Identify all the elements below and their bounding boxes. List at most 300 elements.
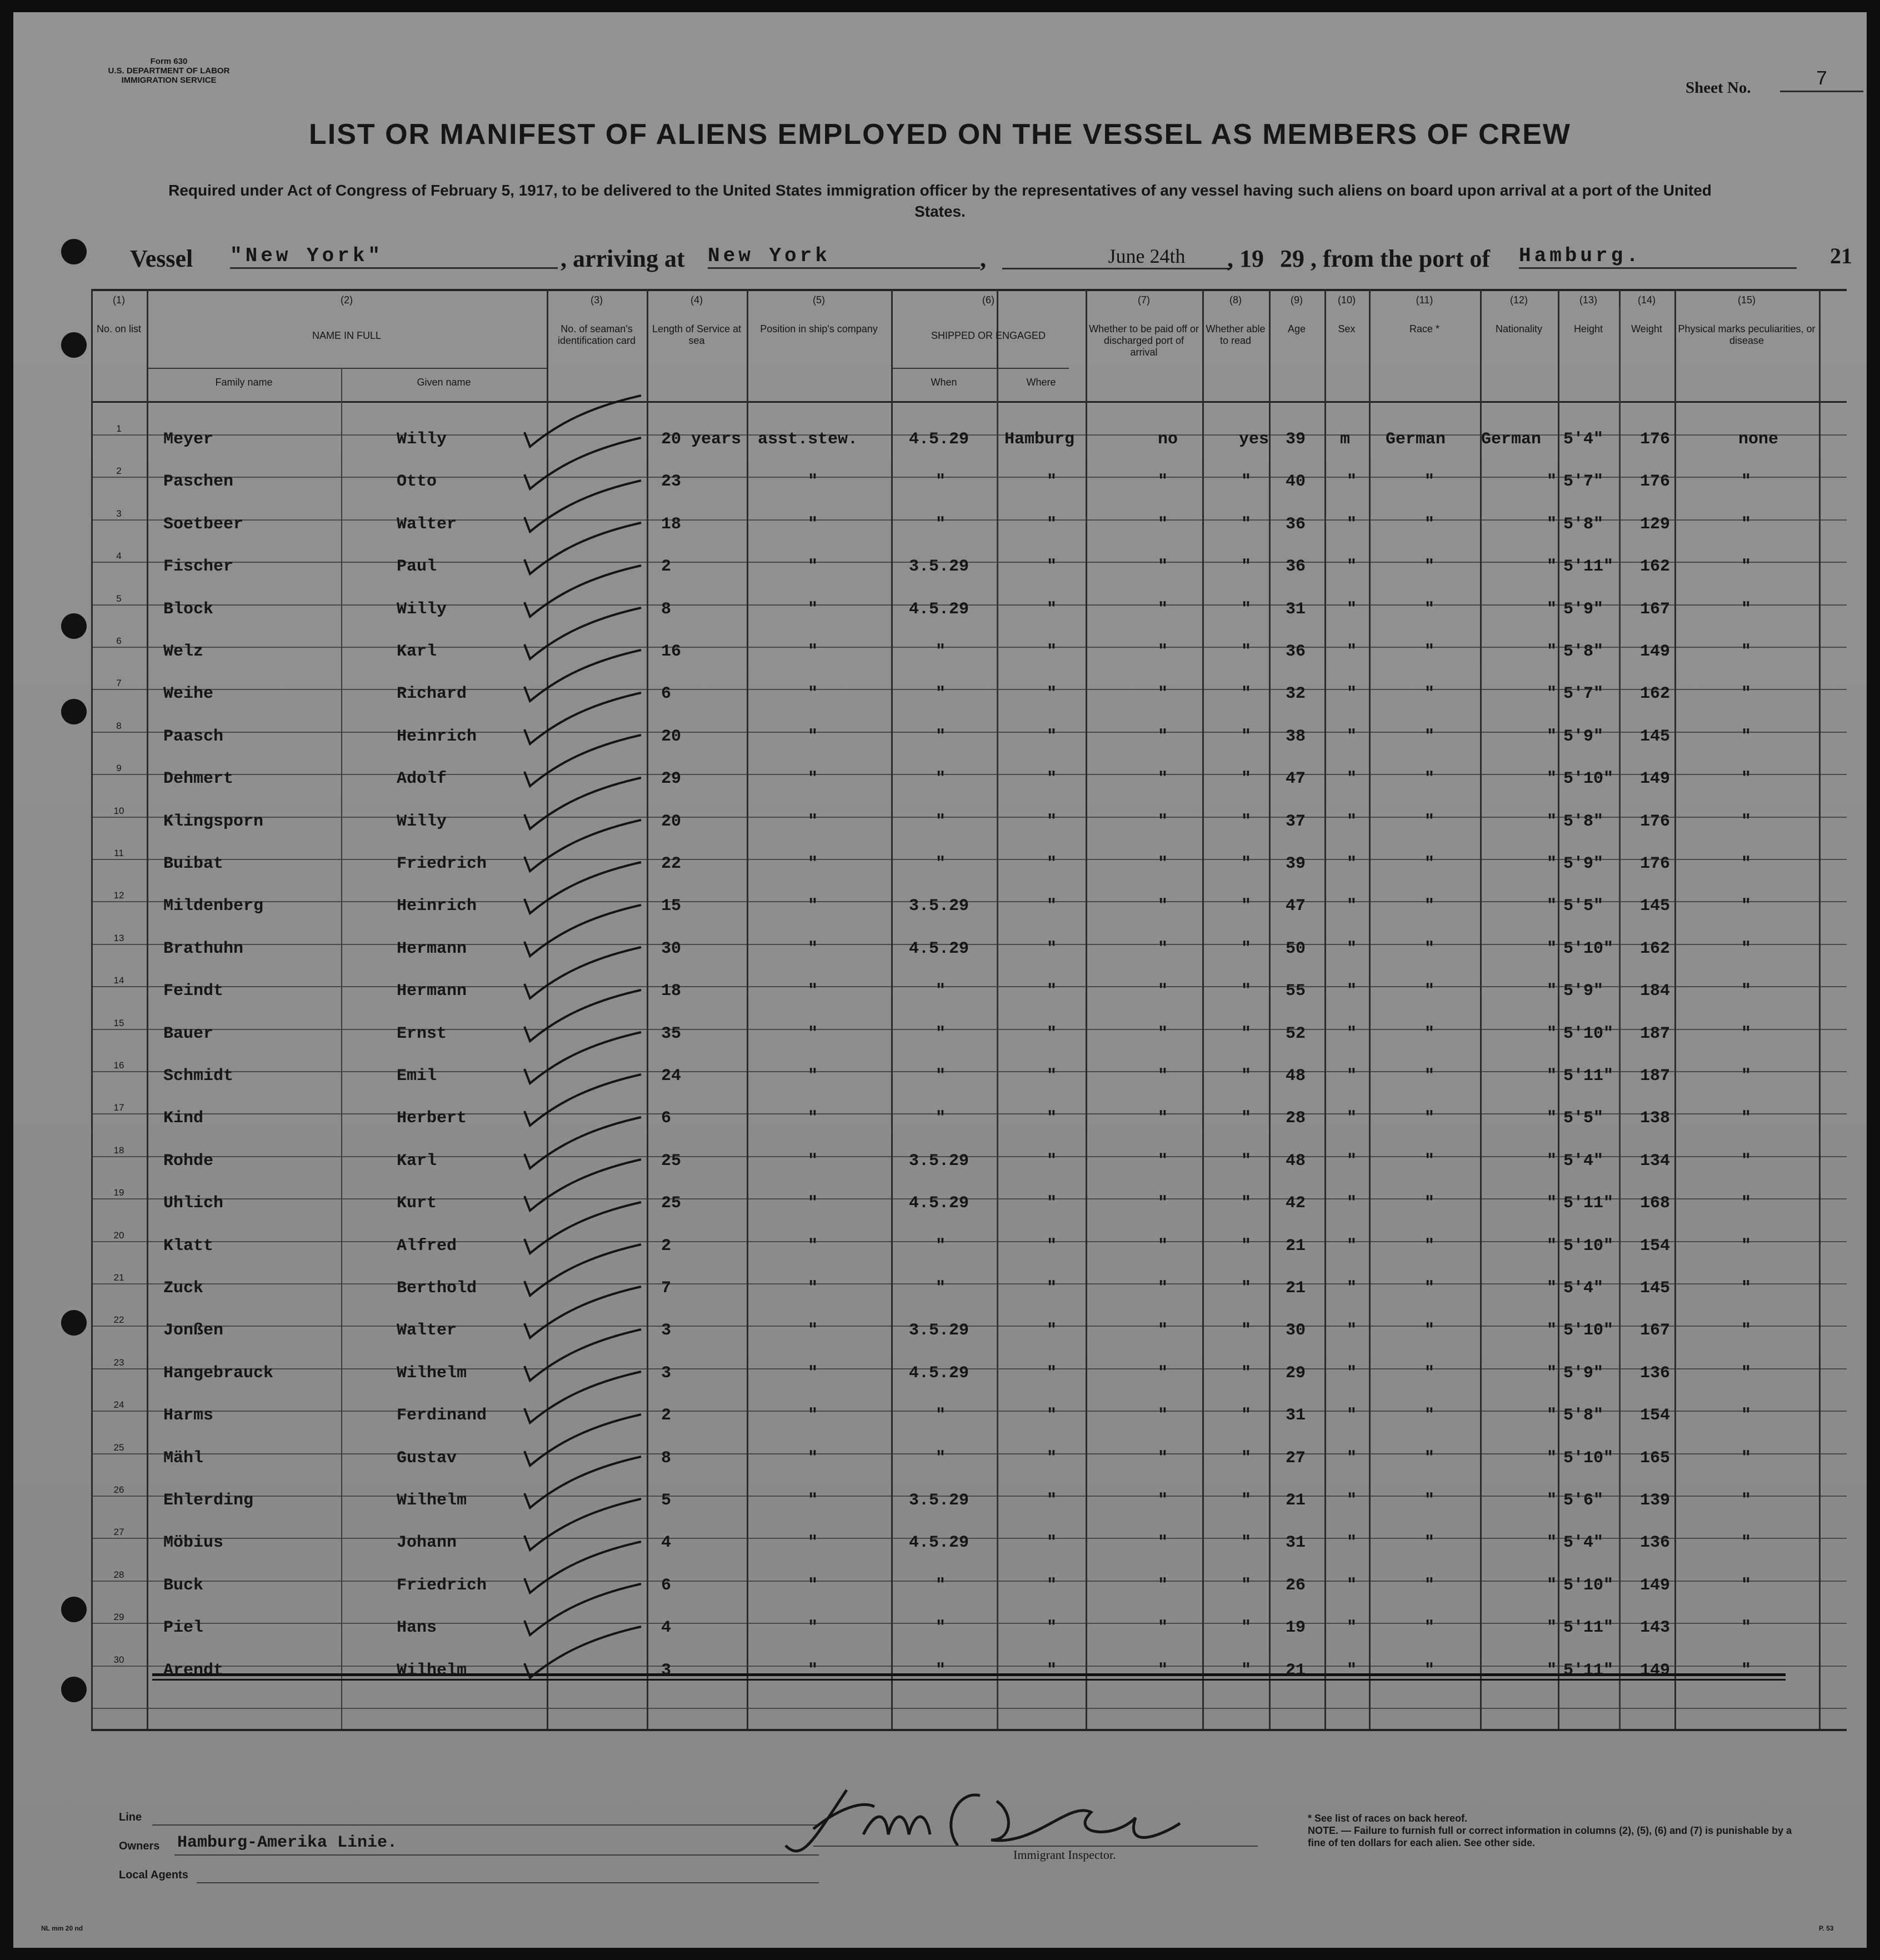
race-ditto: " xyxy=(1424,684,1435,703)
sex-ditto: " xyxy=(1347,642,1357,661)
family-name: Rohde xyxy=(163,1152,214,1171)
shipped-where-ditto: " xyxy=(1047,727,1057,746)
height: 5'10" xyxy=(1563,1237,1614,1256)
height: 5'6" xyxy=(1563,1491,1604,1510)
race-ditto: " xyxy=(1424,1067,1435,1086)
sheet-number: 7 xyxy=(1780,68,1863,92)
column-label: Physical marks peculiarities, or disease xyxy=(1678,323,1816,346)
height: 5'8" xyxy=(1563,1406,1604,1425)
inspector-label: Immigrant Inspector. xyxy=(1013,1848,1116,1862)
family-name: Feindt xyxy=(163,982,224,1001)
height: 5'8" xyxy=(1563,642,1604,661)
able-to-read-ditto: " xyxy=(1241,472,1252,491)
race-ditto: " xyxy=(1424,1533,1435,1552)
nationality-ditto: " xyxy=(1547,854,1557,873)
shipped-where-ditto: " xyxy=(1047,1109,1057,1128)
nationality-ditto: " xyxy=(1547,1406,1557,1425)
length-of-service: 23 xyxy=(661,472,682,491)
physical-marks-ditto: " xyxy=(1741,939,1752,958)
physical-marks-ditto: " xyxy=(1741,1661,1752,1680)
shipped-when-ditto: " xyxy=(936,1067,946,1086)
column-label: Position in ship's company xyxy=(760,323,878,334)
check-mark xyxy=(524,608,641,659)
given-name: Gustav xyxy=(397,1449,457,1468)
paid-off-ditto: " xyxy=(1158,1533,1168,1552)
age: 36 xyxy=(1286,557,1306,576)
race: German xyxy=(1386,430,1446,449)
note-label: NOTE. xyxy=(1308,1825,1339,1836)
physical-marks-ditto: " xyxy=(1741,1533,1752,1552)
column-sublabel: Family name xyxy=(215,377,273,388)
row-number: 8 xyxy=(116,721,122,731)
family-name: Ehlerding xyxy=(163,1491,254,1510)
column-number: (7) xyxy=(1138,294,1150,306)
shipped-when: 4.5.29 xyxy=(909,1364,969,1383)
height: 5'9" xyxy=(1563,982,1604,1001)
length-of-service: 4 xyxy=(661,1618,672,1637)
row-number: 22 xyxy=(113,1314,124,1325)
race-ditto: " xyxy=(1424,1618,1435,1637)
row-number: 20 xyxy=(113,1230,124,1241)
sex-ditto: " xyxy=(1347,854,1357,873)
family-name: Welz xyxy=(163,642,204,661)
shipped-when-ditto: " xyxy=(936,1024,946,1043)
race-ditto: " xyxy=(1424,769,1435,788)
sex-ditto: " xyxy=(1347,812,1357,831)
position-ditto: " xyxy=(808,1449,818,1468)
row-number: 16 xyxy=(113,1060,124,1071)
margin-mark: 21 xyxy=(1830,243,1852,268)
column-number: (15) xyxy=(1737,294,1756,306)
able-to-read-ditto: " xyxy=(1241,1533,1252,1552)
row-number: 12 xyxy=(113,890,124,901)
shipped-when-ditto: " xyxy=(936,854,946,873)
height: 5'11" xyxy=(1563,1194,1614,1213)
physical-marks-ditto: " xyxy=(1741,515,1752,534)
position-ditto: " xyxy=(808,769,818,788)
weight: 143 xyxy=(1640,1618,1671,1637)
column-label: Race * xyxy=(1409,323,1440,334)
given-name: Heinrich xyxy=(397,727,477,746)
position-ditto: " xyxy=(808,557,818,576)
weight: 162 xyxy=(1640,684,1671,703)
age: 42 xyxy=(1286,1194,1306,1213)
height: 5'11" xyxy=(1563,557,1614,576)
position-ditto: " xyxy=(808,1661,818,1680)
length-of-service: 7 xyxy=(661,1279,672,1298)
physical-marks: none xyxy=(1738,430,1779,449)
age: 31 xyxy=(1286,1406,1306,1425)
able-to-read-ditto: " xyxy=(1241,1364,1252,1383)
column-number: (10) xyxy=(1337,294,1356,306)
position-ditto: " xyxy=(808,1533,818,1552)
height: 5'10" xyxy=(1563,1024,1614,1043)
physical-marks-ditto: " xyxy=(1741,982,1752,1001)
paid-off-ditto: " xyxy=(1158,854,1168,873)
length-of-service: 25 xyxy=(661,1194,682,1213)
nationality-ditto: " xyxy=(1547,1194,1557,1213)
able-to-read-ditto: " xyxy=(1241,1279,1252,1298)
length-of-service: 3 xyxy=(661,1321,672,1340)
position-ditto: " xyxy=(808,1109,818,1128)
weight: 145 xyxy=(1640,727,1671,746)
family-name: Paschen xyxy=(163,472,234,491)
row-number: 29 xyxy=(113,1612,124,1622)
sex-ditto: " xyxy=(1347,897,1357,916)
height: 5'8" xyxy=(1563,515,1604,534)
family-name: Fischer xyxy=(163,557,234,576)
arrival-date: June 24th xyxy=(1002,244,1230,269)
sex-ditto: " xyxy=(1347,515,1357,534)
length-of-service: 6 xyxy=(661,1109,672,1128)
weight: 138 xyxy=(1640,1109,1671,1128)
service-name: IMMIGRATION SERVICE xyxy=(121,76,217,85)
nationality-ditto: " xyxy=(1547,1067,1557,1086)
nationality-ditto: " xyxy=(1547,1024,1557,1043)
check-mark xyxy=(524,438,641,489)
shipped-when-ditto: " xyxy=(936,684,946,703)
row-number: 21 xyxy=(113,1272,124,1283)
length-of-service: 2 xyxy=(661,1406,672,1425)
shipped-where-ditto: " xyxy=(1047,769,1057,788)
able-to-read-ditto: " xyxy=(1241,642,1252,661)
weight: 165 xyxy=(1640,1449,1671,1468)
owners-value: Hamburg-Amerika Linie. xyxy=(177,1833,398,1852)
height: 5'4" xyxy=(1563,1279,1604,1298)
from-port-label: , from the port of xyxy=(1311,245,1490,272)
age: 37 xyxy=(1286,812,1306,831)
given-name: Karl xyxy=(397,642,437,661)
year-prefix: , 19 xyxy=(1227,245,1264,272)
family-name: Mildenberg xyxy=(163,897,264,916)
sex-ditto: " xyxy=(1347,472,1357,491)
shipped-where-ditto: " xyxy=(1047,897,1057,916)
physical-marks-ditto: " xyxy=(1741,1194,1752,1213)
sex-ditto: " xyxy=(1347,1576,1357,1595)
able-to-read-ditto: " xyxy=(1241,854,1252,873)
sex-ditto: " xyxy=(1347,600,1357,619)
age: 36 xyxy=(1286,515,1306,534)
nationality-ditto: " xyxy=(1547,1279,1557,1298)
nationality-ditto: " xyxy=(1547,812,1557,831)
paid-off-ditto: " xyxy=(1158,769,1168,788)
shipped-when-ditto: " xyxy=(936,1661,946,1680)
shipped-where-ditto: " xyxy=(1047,1406,1057,1425)
check-mark xyxy=(524,1542,641,1593)
family-name: Jonßen xyxy=(163,1321,224,1340)
check-mark xyxy=(524,1074,641,1126)
given-name: Kurt xyxy=(397,1194,437,1213)
paid-off-ditto: " xyxy=(1158,1406,1168,1425)
sex-ditto: " xyxy=(1347,1406,1357,1425)
row-number: 18 xyxy=(113,1145,124,1156)
check-mark xyxy=(524,778,641,829)
weight: 168 xyxy=(1640,1194,1671,1213)
row-number: 25 xyxy=(113,1442,124,1453)
departure-port: Hamburg. xyxy=(1519,244,1797,269)
family-name: Mähl xyxy=(163,1449,204,1468)
position-ditto: " xyxy=(808,1406,818,1425)
paid-off-ditto: " xyxy=(1158,1364,1168,1383)
arrival-port: New York xyxy=(708,244,980,269)
able-to-read-ditto: " xyxy=(1241,769,1252,788)
row-number: 17 xyxy=(113,1102,124,1113)
paid-off-ditto: " xyxy=(1158,1279,1168,1298)
shipped-when: 3.5.29 xyxy=(909,897,969,916)
check-mark xyxy=(524,1584,641,1635)
column-number: (6) xyxy=(982,294,994,306)
age: 31 xyxy=(1286,1533,1306,1552)
given-name: Wilhelm xyxy=(397,1364,467,1383)
check-mark xyxy=(524,650,641,701)
physical-marks-ditto: " xyxy=(1741,812,1752,831)
sex-ditto: " xyxy=(1347,769,1357,788)
race-ditto: " xyxy=(1424,1449,1435,1468)
height: 5'4" xyxy=(1563,1533,1604,1552)
check-mark xyxy=(524,1032,641,1083)
page-title: LIST OR MANIFEST OF ALIENS EMPLOYED ON THE VESSEL AS MEMBERS OF CREW xyxy=(309,118,1571,151)
shipped-where-ditto: " xyxy=(1047,1194,1057,1213)
weight: 167 xyxy=(1640,600,1671,619)
shipped-when-ditto: " xyxy=(936,769,946,788)
given-name: Wilhelm xyxy=(397,1491,467,1510)
paid-off-ditto: " xyxy=(1158,1449,1168,1468)
shipped-where-ditto: " xyxy=(1047,1237,1057,1256)
sex-ditto: " xyxy=(1347,684,1357,703)
given-name: Herbert xyxy=(397,1109,467,1128)
paid-off-ditto: " xyxy=(1158,1109,1168,1128)
age: 21 xyxy=(1286,1279,1306,1298)
paid-off-ditto: " xyxy=(1158,1152,1168,1171)
shipped-where-ditto: " xyxy=(1047,1491,1057,1510)
row-number: 24 xyxy=(113,1399,124,1410)
length-of-service: 8 xyxy=(661,1449,672,1468)
height: 5'4" xyxy=(1563,430,1604,449)
position-ditto: " xyxy=(808,939,818,958)
inspector-signature xyxy=(780,1779,1202,1868)
physical-marks-ditto: " xyxy=(1741,1024,1752,1043)
shipped-where-ditto: " xyxy=(1047,515,1057,534)
shipped-where-ditto: " xyxy=(1047,1024,1057,1043)
position-ditto: " xyxy=(808,1491,818,1510)
height: 5'7" xyxy=(1563,684,1604,703)
row-number: 3 xyxy=(116,508,122,519)
given-name: Ferdinand xyxy=(397,1406,487,1425)
height: 5'8" xyxy=(1563,812,1604,831)
owners-label: Owners xyxy=(119,1840,160,1852)
physical-marks-ditto: " xyxy=(1741,1406,1752,1425)
check-mark xyxy=(524,1499,641,1550)
weight: 149 xyxy=(1640,1661,1671,1680)
sex-ditto: " xyxy=(1347,727,1357,746)
race-ditto: " xyxy=(1424,1321,1435,1340)
given-name: Berthold xyxy=(397,1279,477,1298)
height: 5'10" xyxy=(1563,1321,1614,1340)
column-number: (12) xyxy=(1509,294,1528,306)
length-of-service: 2 xyxy=(661,557,672,576)
position-ditto: " xyxy=(808,600,818,619)
age: 48 xyxy=(1286,1152,1306,1171)
shipped-when: 4.5.29 xyxy=(909,939,969,958)
height: 5'9" xyxy=(1563,727,1604,746)
check-mark xyxy=(524,820,641,871)
column-label: SHIPPED OR ENGAGED xyxy=(931,330,1046,341)
race-ditto: " xyxy=(1424,1661,1435,1680)
check-mark xyxy=(524,1202,641,1253)
able-to-read-ditto: " xyxy=(1241,1491,1252,1510)
sex-ditto: " xyxy=(1347,1152,1357,1171)
physical-marks-ditto: " xyxy=(1741,1109,1752,1128)
nationality-ditto: " xyxy=(1547,1661,1557,1680)
local-agents-label: Local Agents xyxy=(119,1869,188,1881)
nationality-ditto: " xyxy=(1547,1576,1557,1595)
row-number: 5 xyxy=(116,593,122,604)
able-to-read-ditto: " xyxy=(1241,1067,1252,1086)
nationality-ditto: " xyxy=(1547,1321,1557,1340)
sex-ditto: " xyxy=(1347,1364,1357,1383)
row-number: 7 xyxy=(116,678,122,688)
family-name: Piel xyxy=(163,1618,204,1637)
weight: 184 xyxy=(1640,982,1671,1001)
weight: 136 xyxy=(1640,1364,1671,1383)
shipped-when-ditto: " xyxy=(936,1279,946,1298)
given-name: Alfred xyxy=(397,1237,457,1256)
race-ditto: " xyxy=(1424,727,1435,746)
age: 47 xyxy=(1286,897,1306,916)
age: 26 xyxy=(1286,1576,1306,1595)
shipped-where-ditto: " xyxy=(1047,939,1057,958)
age: 36 xyxy=(1286,642,1306,661)
age: 52 xyxy=(1286,1024,1306,1043)
age: 32 xyxy=(1286,684,1306,703)
family-name: Brathuhn xyxy=(163,939,244,958)
length-of-service: 4 xyxy=(661,1533,672,1552)
arriving-label: , arriving at xyxy=(561,245,685,272)
nationality-ditto: " xyxy=(1547,727,1557,746)
sex-ditto: " xyxy=(1347,1533,1357,1552)
physical-marks-ditto: " xyxy=(1741,1321,1752,1340)
height: 5'10" xyxy=(1563,769,1614,788)
able-to-read-ditto: " xyxy=(1241,1237,1252,1256)
sex-ditto: " xyxy=(1347,1618,1357,1637)
shipped-where-ditto: " xyxy=(1047,557,1057,576)
paid-off-ditto: " xyxy=(1158,982,1168,1001)
row-number: 15 xyxy=(113,1018,124,1028)
length-of-service: 25 xyxy=(661,1152,682,1171)
weight: 149 xyxy=(1640,642,1671,661)
position: asst.stew. xyxy=(758,430,858,449)
height: 5'5" xyxy=(1563,897,1604,916)
nationality-ditto: " xyxy=(1547,1109,1557,1128)
row-number: 6 xyxy=(116,636,122,646)
row-number: 19 xyxy=(113,1187,124,1198)
given-name: Walter xyxy=(397,515,457,534)
age: 19 xyxy=(1286,1618,1306,1637)
check-mark xyxy=(524,1244,641,1296)
position-ditto: " xyxy=(808,1576,818,1595)
shipped-when: 4.5.29 xyxy=(909,430,969,449)
column-number: (11) xyxy=(1416,294,1433,306)
paid-off-ditto: " xyxy=(1158,1024,1168,1043)
race-ditto: " xyxy=(1424,1491,1435,1510)
given-name: Otto xyxy=(397,472,437,491)
sex-ditto: " xyxy=(1347,1067,1357,1086)
given-name: Willy xyxy=(397,600,447,619)
able-to-read-ditto: " xyxy=(1241,812,1252,831)
physical-marks-ditto: " xyxy=(1741,1364,1752,1383)
family-name: Harms xyxy=(163,1406,214,1425)
weight: 149 xyxy=(1640,769,1671,788)
shipped-where-ditto: " xyxy=(1047,684,1057,703)
height: 5'11" xyxy=(1563,1067,1614,1086)
race-ditto: " xyxy=(1424,1109,1435,1128)
length-of-service: 35 xyxy=(661,1024,682,1043)
weight: 162 xyxy=(1640,557,1671,576)
shipped-when: 4.5.29 xyxy=(909,1533,969,1552)
race-ditto: " xyxy=(1424,1152,1435,1171)
family-name: Uhlich xyxy=(163,1194,224,1213)
paid-off-ditto: " xyxy=(1158,600,1168,619)
able-to-read-ditto: " xyxy=(1241,1576,1252,1595)
weight: 139 xyxy=(1640,1491,1671,1510)
shipped-when: 3.5.29 xyxy=(909,557,969,576)
row-number: 26 xyxy=(113,1484,124,1495)
row-number: 13 xyxy=(113,933,124,943)
column-label: NAME IN FULL xyxy=(312,330,382,341)
shipped-where-ditto: " xyxy=(1047,600,1057,619)
height: 5'9" xyxy=(1563,854,1604,873)
length-of-service: 20 xyxy=(661,812,682,831)
race-ditto: " xyxy=(1424,1576,1435,1595)
paid-off-ditto: " xyxy=(1158,1576,1168,1595)
row-number: 11 xyxy=(114,848,124,858)
age: 21 xyxy=(1286,1237,1306,1256)
line-label: Line xyxy=(119,1811,142,1823)
weight: 167 xyxy=(1640,1321,1671,1340)
check-mark xyxy=(524,1329,641,1381)
shipped-where-ditto: " xyxy=(1047,1618,1057,1637)
physical-marks-ditto: " xyxy=(1741,727,1752,746)
check-mark xyxy=(524,905,641,956)
column-number: (9) xyxy=(1291,294,1303,306)
column-label: Whether to be paid off or discharged port of arrival xyxy=(1089,323,1199,358)
position-ditto: " xyxy=(808,854,818,873)
print-code-left: NL mm 20 nd xyxy=(41,1924,83,1932)
row-number: 30 xyxy=(113,1654,124,1665)
position-ditto: " xyxy=(808,1194,818,1213)
given-name: Hermann xyxy=(397,982,467,1001)
checkmarks-layer xyxy=(13,12,1867,1948)
physical-marks-ditto: " xyxy=(1741,1618,1752,1637)
nationality-ditto: " xyxy=(1547,1533,1557,1552)
race-ditto: " xyxy=(1424,812,1435,831)
paid-off-ditto: " xyxy=(1158,1237,1168,1256)
able-to-read-ditto: " xyxy=(1241,897,1252,916)
given-name: Paul xyxy=(397,557,437,576)
nationality-ditto: " xyxy=(1547,1618,1557,1637)
family-name: Zuck xyxy=(163,1279,204,1298)
column-sublabel: Where xyxy=(1026,377,1056,388)
age: 55 xyxy=(1286,982,1306,1001)
column-label: No. of seaman's identification card xyxy=(557,323,636,346)
footnotes xyxy=(1308,1812,1808,1849)
sex-ditto: " xyxy=(1347,1449,1357,1468)
age: 29 xyxy=(1286,1364,1306,1383)
length-of-service: 2 xyxy=(661,1237,672,1256)
row-number: 2 xyxy=(116,466,122,476)
given-name: Hans xyxy=(397,1618,437,1637)
position-ditto: " xyxy=(808,1321,818,1340)
